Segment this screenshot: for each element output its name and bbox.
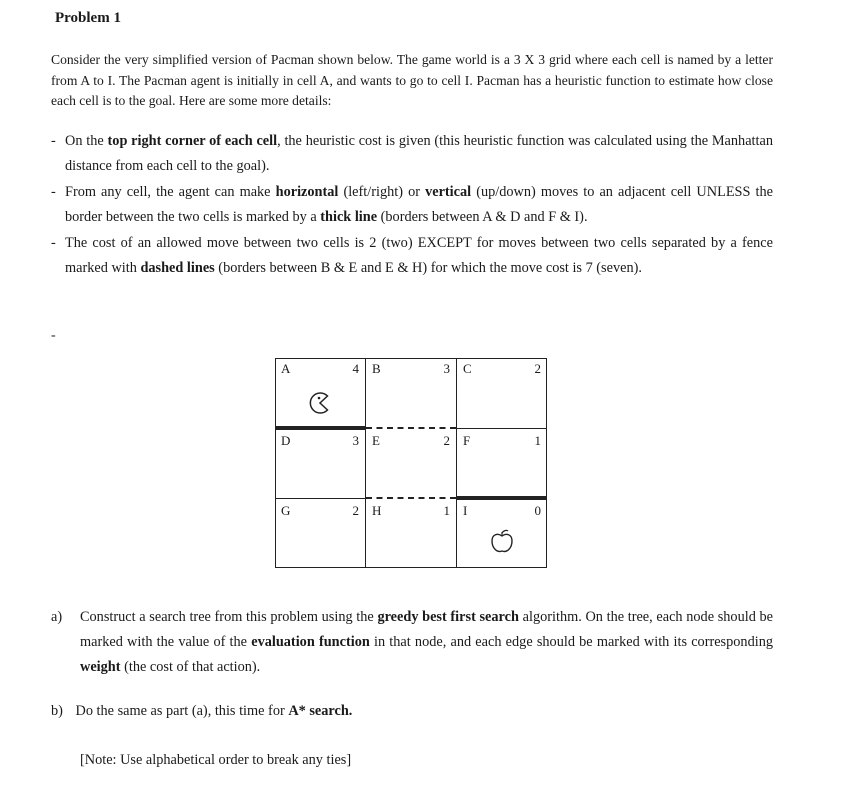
text-fragment: (borders between A & D and F & I). [377,209,588,225]
cell-label: B [372,361,381,376]
cell-label: C [463,361,472,376]
cell-b [366,358,456,428]
cell-f [457,430,547,500]
text-fragment: , the heuristic cost is given (this heuristic function was calculated using the Manhattan distance from each cell to the goal). [65,133,773,174]
detail-moves [51,180,773,230]
text-fragment: (borders between B & E and E & H) for which the move cost is 7 (seven). [214,260,642,276]
text-fragment: (the cost of that action). [120,659,261,675]
cell-label: F [463,433,471,448]
bullet-dash: - [51,184,56,200]
bold-fragment: greedy best first search [377,609,519,625]
tie-break-note: [Note: Use alphabetical order to break any ties] [80,752,352,768]
cell-label: G [281,503,291,518]
bold-fragment: A* search. [288,703,353,719]
bold-fragment: horizontal [275,184,339,200]
cell-i [457,500,547,570]
cell-d [275,430,365,500]
question-b-label: b) [51,703,63,719]
bold-fragment: evaluation function [251,634,370,650]
cell-label: A [281,361,291,376]
heuristic-value: 0 [534,503,541,518]
empty-bullet-dash: - [51,328,56,343]
text-fragment: Do the same as part (a), this time for [75,703,289,719]
heuristic-value: 4 [352,361,359,376]
detail-costs [51,231,773,281]
cell-g [275,500,365,570]
question-a-label: a) [51,609,63,625]
cell-e [366,430,456,500]
heuristic-value: 1 [443,503,450,518]
bold-fragment: weight [80,659,121,675]
text-fragment: Construct a search tree from this problem using the [80,609,378,625]
cell-label: I [463,503,468,518]
cell-label: E [372,433,380,448]
question-b [51,703,352,720]
heuristic-value: 2 [352,503,359,518]
text-fragment: (up/down) moves to an adjacent cell UNLESS the border between the two cells is marked by a [65,184,773,225]
bold-fragment: thick line [320,209,378,225]
intro-paragraph: Consider the very simplified version of Pacman shown below. The game world is a 3 X 3 grid where each cell is named by a letter from A to I. The Pacman agent is initially in cell A, and wants to go to cell I. Pacman has a heuristic function to estimate how close each cell is to the goal. Here are some more details: [51,52,773,108]
cell-label: D [281,433,291,448]
heuristic-value: 2 [534,361,541,376]
text-fragment: algorithm. On the tree, each node should be marked with the value of the [80,609,774,650]
text-fragment: in that node, and each edge should be marked with its corresponding [369,634,773,650]
heuristic-value: 2 [443,433,450,448]
bold-fragment: vertical [425,184,472,200]
heuristic-value: 1 [534,433,541,448]
pacman-grid [275,358,547,568]
text-fragment: From any cell, the agent can make [65,184,276,200]
bold-fragment: top right corner of each cell [107,133,278,149]
details-list [51,129,773,281]
bullet-dash: - [51,133,56,149]
problem-title: Problem 1 [55,10,121,26]
bold-fragment: dashed lines [140,260,215,276]
pacman-icon [307,390,333,416]
text-fragment: The cost of an allowed move between two cells is 2 (two) EXCEPT for moves between two cells separated by a fence marked with [65,235,773,276]
text-fragment: (left/right) or [338,184,426,200]
heuristic-value: 3 [352,433,359,448]
question-a-text [80,605,773,680]
cell-h [366,500,456,570]
bullet-dash: - [51,235,56,251]
text-fragment: On the [65,133,108,149]
cell-label: H [372,503,382,518]
cell-a [275,358,365,428]
detail-heuristic [51,129,773,179]
question-a [51,605,773,680]
grid-hline-c-f [456,428,547,429]
heuristic-value: 3 [443,361,450,376]
cell-c [457,358,547,428]
apple-icon [489,527,515,555]
